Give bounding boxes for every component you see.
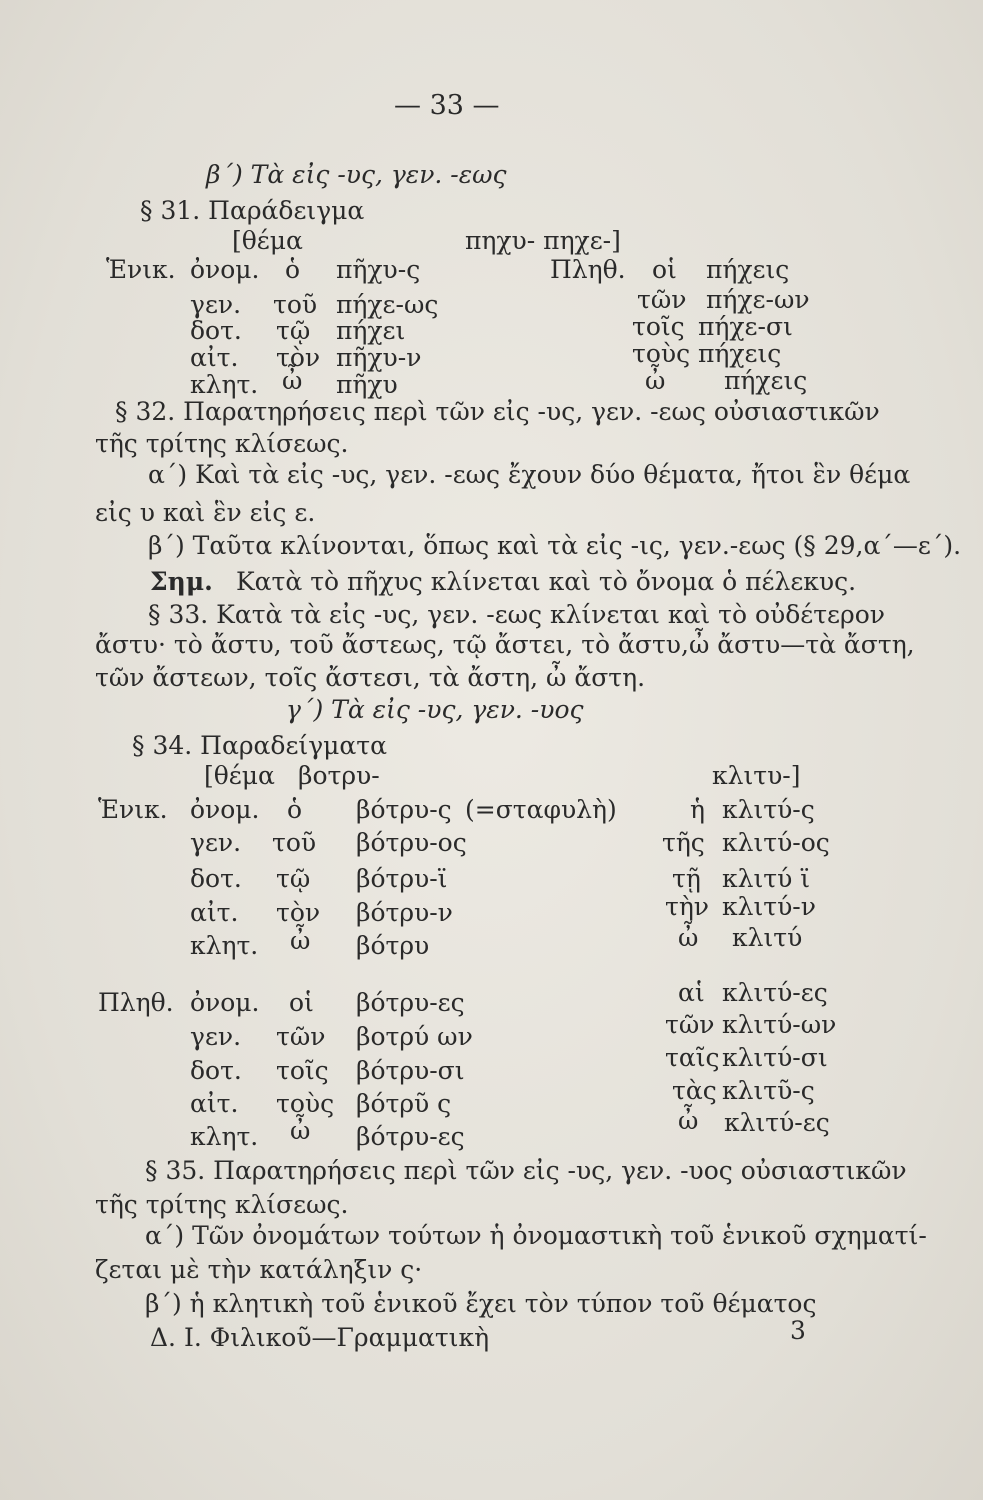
paragraph-32-line: β΄) Ταῦτα κλίνονται, ὅπως καὶ τὰ εἰς -ις, γεν.-εως (§ 29,α΄—ε΄). bbox=[148, 531, 962, 560]
note-label: Σημ. bbox=[150, 567, 213, 596]
word-form: πήχεις bbox=[698, 339, 782, 368]
stem-value: βοτρυ- bbox=[298, 761, 380, 790]
case-label: αἰτ. bbox=[190, 343, 239, 372]
paragraph-31-title: § 31. Παράδειγμα bbox=[140, 196, 365, 225]
word-form: βότρυ-σι bbox=[356, 1056, 465, 1085]
paragraph-32-line: εἰς υ καὶ ἓν εἰς ε. bbox=[95, 498, 316, 527]
article: οἱ bbox=[289, 988, 314, 1017]
word-form: βοτρύ ων bbox=[356, 1022, 473, 1051]
word-form: πῆχυ-ν bbox=[336, 343, 422, 372]
paragraph-32-line: § 32. Παρατηρήσεις περὶ τῶν εἰς -υς, γεν. -εως οὐσιαστικῶν bbox=[115, 397, 880, 426]
article: τῶν bbox=[276, 1022, 326, 1051]
word-form: κλιτύ-ων bbox=[722, 1010, 837, 1039]
gloss: (=σταφυλὴ) bbox=[465, 795, 617, 824]
word-form: βότρυ bbox=[356, 931, 430, 960]
article: ταῖς bbox=[665, 1043, 720, 1072]
article: ὦ bbox=[290, 926, 311, 955]
article: τὴν bbox=[665, 892, 710, 921]
case-label: κλητ. bbox=[190, 370, 259, 399]
case-label: γεν. bbox=[190, 290, 242, 319]
word-form: βότρυ-ες bbox=[356, 988, 465, 1017]
article: τὸν bbox=[276, 343, 321, 372]
number-plural-label: Πληθ. bbox=[98, 988, 174, 1017]
article: τὰς bbox=[672, 1076, 717, 1105]
word-form: κλιτύ bbox=[732, 923, 803, 952]
number-singular-label: Ἑνικ. bbox=[106, 255, 176, 284]
article: οἱ bbox=[652, 255, 677, 284]
word-form: πήχεις bbox=[724, 366, 808, 395]
article: τοῖς bbox=[632, 312, 685, 341]
article: τῆς bbox=[662, 828, 705, 857]
case-label: γεν. bbox=[190, 1022, 242, 1051]
stem-label: [θέμα bbox=[232, 226, 303, 255]
paragraph-33-line: § 33. Κατὰ τὰ εἰς -υς, γεν. -εως κλίνεται καὶ τὸ οὐδέτερον bbox=[148, 600, 885, 629]
article: τοῦ bbox=[273, 290, 318, 319]
case-label: ὀνομ. bbox=[190, 795, 260, 824]
paragraph-35-line: τῆς τρίτης κλίσεως. bbox=[95, 1190, 349, 1219]
word-form: πῆχυ bbox=[336, 370, 398, 399]
word-form: πήχε-ων bbox=[706, 285, 810, 314]
word-form: βότρυ-ος bbox=[356, 828, 467, 857]
stem-label: [θέμα bbox=[204, 761, 275, 790]
stem-value: κλιτυ-] bbox=[712, 761, 801, 790]
case-label: αἰτ. bbox=[190, 898, 239, 927]
case-label: ὀνομ. bbox=[190, 255, 260, 284]
word-form: κλιτύ-ς bbox=[722, 795, 815, 824]
article: ὦ bbox=[282, 366, 303, 395]
word-form: κλιτύ ϊ bbox=[722, 864, 811, 893]
word-form: πήχεις bbox=[706, 255, 790, 284]
note-text: Κατὰ τὸ πῆχυς κλίνεται καὶ τὸ ὄνομα ὁ πέλεκυς. bbox=[236, 567, 857, 596]
word-form: βότρυ-ες bbox=[356, 1122, 465, 1151]
section-heading-beta: β΄) Τὰ εἰς -υς, γεν. -εως bbox=[206, 160, 507, 189]
word-form: πῆχυ-ς bbox=[336, 255, 421, 284]
article: αἱ bbox=[678, 978, 705, 1007]
paragraph-35-line: § 35. Παρατηρήσεις περὶ τῶν εἰς -υς, γεν. -υος οὐσιαστικῶν bbox=[145, 1156, 907, 1185]
paragraph-33-line: τῶν ἄστεων, τοῖς ἄστεσι, τὰ ἄστη, ὦ ἄστη. bbox=[95, 663, 646, 692]
word-form: πήχε-σι bbox=[698, 312, 793, 341]
article: τῶν bbox=[637, 285, 687, 314]
article: τοῖς bbox=[276, 1056, 329, 1085]
case-label: δοτ. bbox=[190, 1056, 242, 1085]
word-form: κλιτύ-ες bbox=[724, 1108, 830, 1137]
case-label: κλητ. bbox=[190, 1122, 259, 1151]
case-label: γεν. bbox=[190, 828, 242, 857]
paragraph-33-line: ἄστυ· τὸ ἄστυ, τοῦ ἄστεως, τῷ ἄστει, τὸ ἄστυ,ὦ ἄστυ—τὰ ἄστη, bbox=[95, 630, 915, 659]
paragraph-35-line: β΄) ἡ κλητικὴ τοῦ ἑνικοῦ ἔχει τὸν τύπον τοῦ θέματος bbox=[145, 1289, 817, 1318]
page-number: — 33 — bbox=[394, 90, 500, 121]
word-form: βότρυ-ς bbox=[356, 795, 452, 824]
article: τῷ bbox=[276, 864, 311, 893]
word-form: βότρῦ ς bbox=[356, 1089, 452, 1118]
case-label: δοτ. bbox=[190, 316, 242, 345]
article: ὦ bbox=[290, 1116, 311, 1145]
section-heading-gamma: γ΄) Τὰ εἰς -υς, γεν. -υος bbox=[286, 695, 584, 724]
paragraph-32-line: τῆς τρίτης κλίσεως. bbox=[95, 429, 349, 458]
paragraph-32-line: α΄) Καὶ τὰ εἰς -υς, γεν. -εως ἔχουν δύο θέματα, ἤτοι ἓν θέμα bbox=[148, 460, 911, 489]
case-label: δοτ. bbox=[190, 864, 242, 893]
number-singular-label: Ἑνικ. bbox=[98, 795, 168, 824]
word-form: κλιτύ-σι bbox=[722, 1043, 828, 1072]
number-plural-label: Πληθ. bbox=[550, 255, 626, 284]
word-form: κλιτύ-ν bbox=[722, 892, 816, 921]
paragraph-35-line: α΄) Τῶν ὀνομάτων τούτων ἡ ὀνομαστικὴ τοῦ ἑνικοῦ σχηματί- bbox=[145, 1221, 927, 1250]
article: ὦ bbox=[678, 923, 699, 952]
signature-mark: 3 bbox=[790, 1316, 806, 1345]
paragraph-35-line: ζεται μὲ τὴν κατάληξιν ς· bbox=[95, 1255, 423, 1284]
article: τοῦ bbox=[272, 828, 317, 857]
word-form: βότρυ-ν bbox=[356, 898, 453, 927]
case-label: κλητ. bbox=[190, 931, 259, 960]
word-form: πήχε-ως bbox=[336, 290, 439, 319]
article: ὦ bbox=[678, 1106, 699, 1135]
word-form: πήχει bbox=[336, 316, 406, 345]
footer-title: Δ. Ι. Φιλικοῦ—Γραμματικὴ bbox=[150, 1323, 490, 1352]
article: τὸν bbox=[276, 898, 321, 927]
article: τοὺς bbox=[276, 1089, 335, 1118]
article: τῶν bbox=[665, 1010, 715, 1039]
stem-value: πηχυ- πηχε-] bbox=[465, 226, 621, 255]
word-form: κλιτῦ-ς bbox=[722, 1076, 815, 1105]
paragraph-34-title: § 34. Παραδείγματα bbox=[132, 731, 388, 760]
word-form: βότρυ-ϊ bbox=[356, 864, 448, 893]
case-label: ὀνομ. bbox=[190, 988, 260, 1017]
word-form: κλιτύ-ος bbox=[722, 828, 830, 857]
article: τῷ bbox=[276, 316, 311, 345]
article: ὦ bbox=[645, 366, 666, 395]
article: ἡ bbox=[690, 795, 705, 824]
case-label: αἰτ. bbox=[190, 1089, 239, 1118]
article: ὁ bbox=[285, 255, 301, 284]
word-form: κλιτύ-ες bbox=[722, 978, 828, 1007]
article: τοὺς bbox=[632, 339, 691, 368]
article: τῇ bbox=[672, 864, 701, 893]
article: ὁ bbox=[287, 795, 303, 824]
